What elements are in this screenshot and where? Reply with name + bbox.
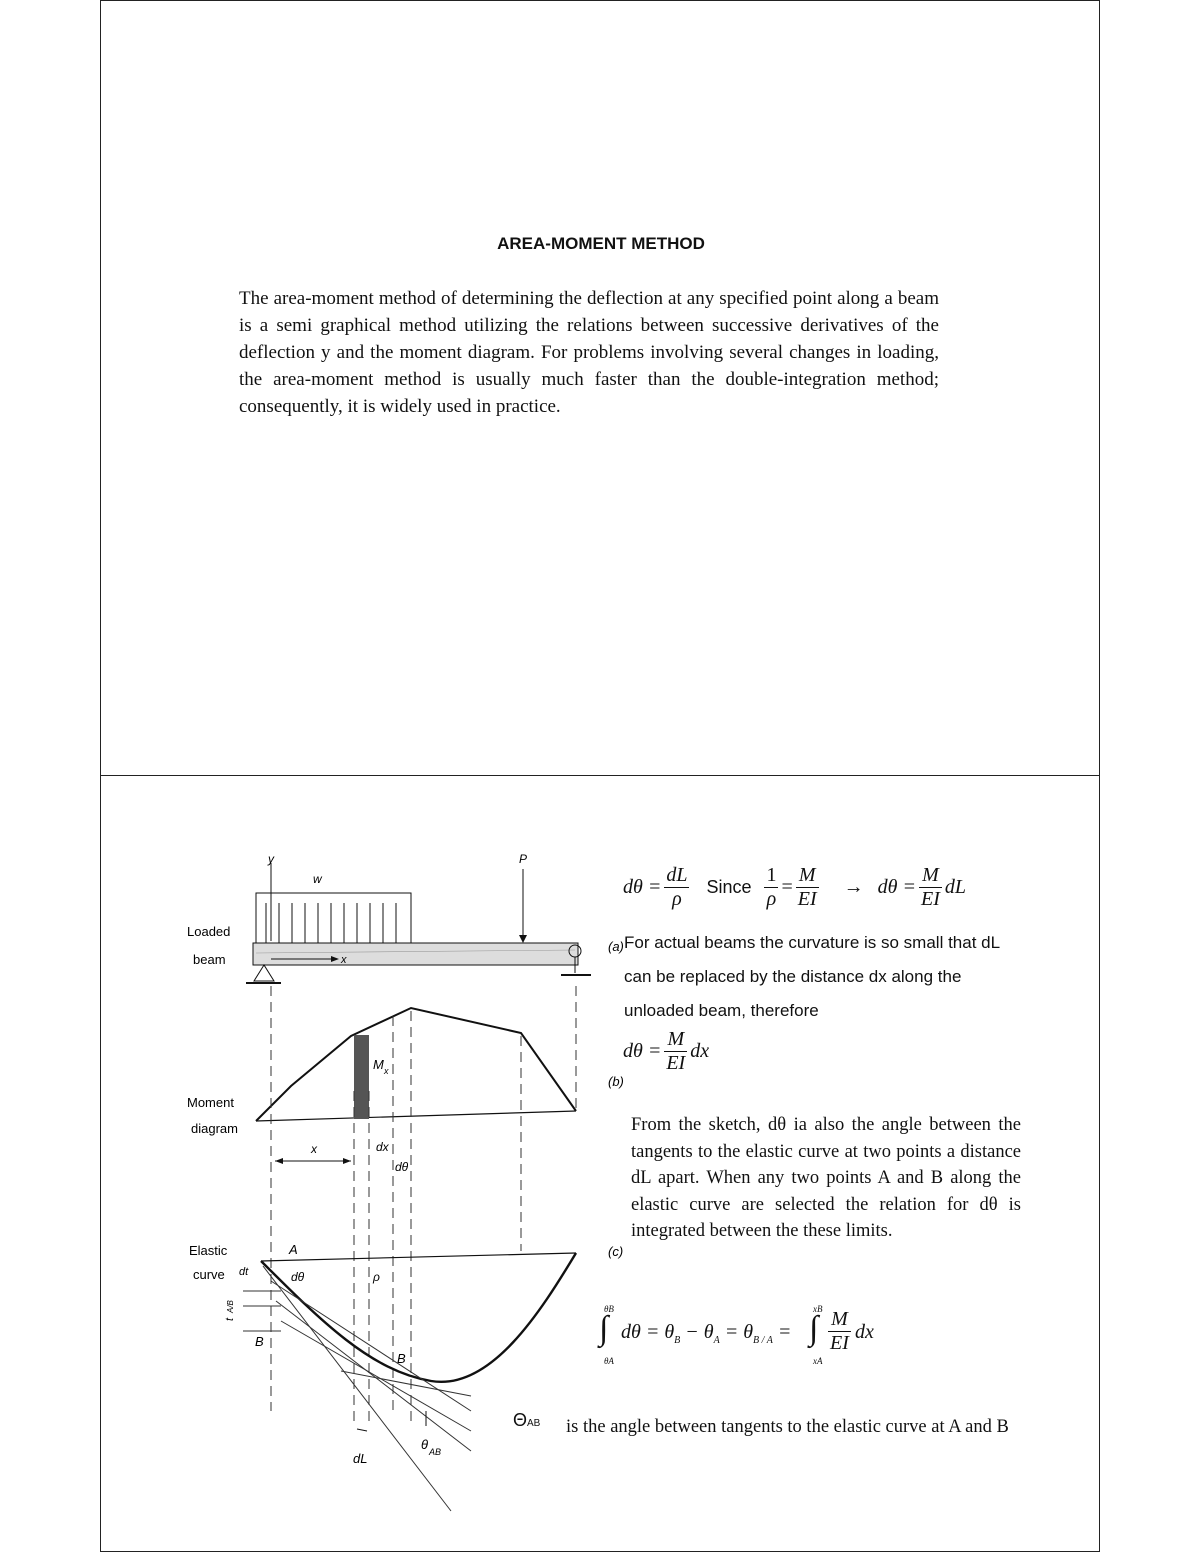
paragraph-3: is the angle between tangents to the elastic curve at A and B xyxy=(566,1417,1009,1437)
label-elastic: Elastic xyxy=(189,1243,228,1258)
equation-2: dθ = $\frac{M}{EI}$ dx xyxy=(623,1028,710,1074)
label-dt: dt xyxy=(239,1266,249,1278)
label-w: w xyxy=(313,872,322,886)
beam xyxy=(253,943,578,965)
label-rho: ρ xyxy=(373,1270,380,1284)
label-dx: dx xyxy=(376,1140,389,1154)
label-b: (b) xyxy=(608,1074,624,1089)
label-x-beam: x xyxy=(341,954,347,966)
label-Mx: M xyxy=(373,1057,384,1072)
label-diagram: diagram xyxy=(191,1121,238,1136)
label-beam: beam xyxy=(193,952,226,967)
label-B-left: B xyxy=(255,1334,264,1349)
equation-3: θB ∫ θA $d\theta = \theta_B - \theta_A = \theta_{B / A}$ = xB ∫ xA $\frac{M}{EI}$ dx xyxy=(599,1304,874,1366)
label-thetaAB: θ xyxy=(421,1437,429,1452)
label-loaded: Loaded xyxy=(187,924,231,939)
label-a: (a) xyxy=(608,939,624,954)
elastic-curve xyxy=(261,1253,576,1382)
label-c: (c) xyxy=(608,1244,624,1259)
moment-strip xyxy=(354,1035,369,1119)
label-dL: dL xyxy=(353,1451,368,1466)
label-A: A xyxy=(289,1242,298,1257)
label-tAB: t xyxy=(224,1317,236,1321)
paragraph-2: From the sketch, dθ ia also the angle between the tangents to the elastic curve at two points a distance dL apart. When any two points A and B along the elastic curve are selected the relation for dθ is integrated between the these limits. xyxy=(631,1115,1021,1241)
slide-2 xyxy=(100,775,1100,1552)
slide-1 xyxy=(100,0,1100,776)
theta-ab-symbol: ΘAB xyxy=(513,1410,541,1430)
beam-figure xyxy=(171,851,624,1491)
svg-text:AB: AB xyxy=(429,1447,442,1457)
page-title: AREA-MOMENT METHOD xyxy=(497,234,705,253)
svg-text:x: x xyxy=(384,1066,389,1076)
label-moment: Moment xyxy=(187,1095,234,1110)
intro-paragraph: The area-moment method of determining the deflection at any specified point along a beam is a semi graphical method utilizing the relations between successive derivatives of the deflection y and the moment diagram. For problems involving several changes in loading, the area-moment method is usually much faster than the double-integration method; consequently, it is widely used in practice. xyxy=(239,288,939,417)
label-B-right: B xyxy=(397,1351,406,1366)
label-curve: curve xyxy=(193,1267,225,1282)
label-x-dim: x xyxy=(311,1142,317,1156)
label-P: P xyxy=(519,852,528,866)
label-dtheta-mid: dθ xyxy=(291,1270,305,1284)
moment-curve xyxy=(256,1008,576,1121)
svg-text:A/B: A/B xyxy=(226,1300,235,1313)
label-dtheta-top: dθ xyxy=(395,1160,409,1174)
equation-1: dθ = $\frac{dL}{\rho}$ Since $\frac{1}{\rho}$ = $\frac{M}{EI}$ → dθ = $\frac{M}{EI}$ dL xyxy=(623,864,966,910)
label-y: y xyxy=(268,852,274,866)
paragraph-1: For actual beams the curvature is so small that dL can be replaced by the distance dx along the unloaded beam, therefore xyxy=(624,933,1000,1020)
